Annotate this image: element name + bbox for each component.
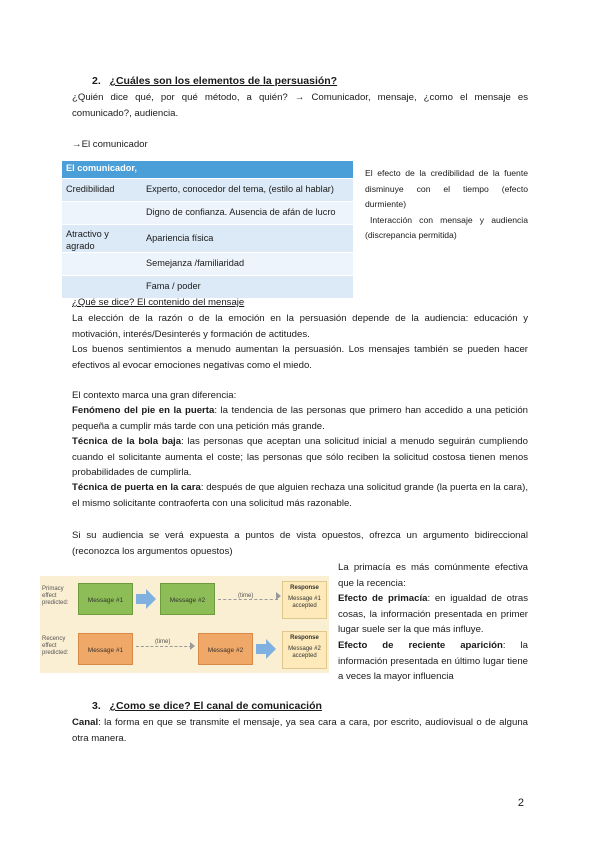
recency-effect-definition	[338, 638, 528, 685]
table-cell	[62, 253, 142, 276]
response-outcome: Message #1 accepted	[288, 596, 321, 609]
context-line: El contexto marca una gran diferencia:	[72, 390, 237, 401]
content-paragraph-1: La elección de la razón o de la emoción en la persuasión depende de la audiencia: educación y motivación, interés/Desinterés y formación de actitudes.	[72, 313, 528, 340]
response-label: Response	[290, 635, 319, 641]
page-number: 2	[517, 797, 524, 809]
time-label: (time)	[238, 593, 254, 599]
table-cell: Fama / poder	[142, 276, 353, 299]
content-heading: ¿Qué se dice? El contenido del mensaje	[72, 297, 245, 308]
message-1-box: Message #1	[78, 633, 133, 665]
response-label: Response	[290, 585, 319, 591]
section-2-heading	[92, 74, 337, 90]
communicator-label: →El comunicador	[72, 139, 148, 150]
term: Técnica de la bola baja	[72, 436, 182, 447]
content-paragraph-2: Los buenos sentimientos a menudo aumentan la persuasión. Los mensajes también se pueden hacer efectivos al evocar emociones negativas como el miedo.	[72, 344, 528, 371]
intro-paragraph: ¿Quién dice qué, por qué método, a quién? → Comunicador, mensaje, ¿como el mensaje es comunicado?, audiencia.	[72, 92, 528, 119]
definition: : la tendencia de las personas que primero han accedido a una petición pequeña a cumplir más tarde con una petición más grande.	[72, 405, 528, 432]
term: Efecto de primacía	[338, 593, 428, 604]
table-header-cell: El comunicador,	[62, 161, 142, 179]
communicator-table	[62, 161, 353, 299]
arrow-right-icon	[146, 589, 156, 609]
definition: : la forma en que se transmite el mensaje, ya sea cara a cara, por escrito, audiovisual o de alguna otra manera.	[72, 717, 528, 744]
section-3-heading	[92, 699, 322, 715]
table-header-cell-empty	[142, 161, 353, 179]
table-row	[62, 179, 353, 202]
side-note-credibility: El efecto de la credibilidad de la fuente disminuye con el tiempo (efecto durmiente)	[365, 168, 528, 209]
definition: : las personas que aceptan una solicitud inicial a menudo seguirán cumpliendo cuando el solicitante aumenta el coste; las personas que sólo reciben la solicitud costosa tienen menos probabilidades de cumplirla.	[72, 436, 528, 479]
channel-paragraph	[72, 715, 528, 746]
arrow-right-icon	[190, 642, 195, 650]
term: Efecto de reciente aparición	[338, 640, 503, 651]
response-outcome: Message #2 accepted	[288, 646, 321, 659]
term: Canal	[72, 717, 99, 728]
term: Fenómeno del pie en la puerta	[72, 405, 215, 416]
primacy-intro: La primacía es más comúnmente efectiva que la recencia:	[338, 562, 528, 589]
definition: : en igualdad de otras cosas, la información presentada en primer lugar suele ser la que más influye.	[338, 593, 528, 636]
message-2-box: Message #2	[198, 633, 253, 665]
table-cell	[62, 202, 142, 225]
arrow-shaft	[256, 644, 266, 654]
arrow-right-icon	[276, 592, 281, 600]
time-label: (time)	[155, 639, 171, 645]
technique-door-in-face	[72, 480, 528, 511]
side-note	[365, 166, 528, 244]
definition: : la información presentada en último lugar tiene a veces la mayor influencia	[338, 640, 528, 683]
side-note-interaction: Interacción con mensaje y audiencia (discrepancia permitida)	[365, 214, 528, 240]
table-row	[62, 202, 353, 225]
table-cell: Semejanza /familiaridad	[142, 253, 353, 276]
primacy-effect-definition	[338, 591, 528, 638]
section-number: 2.	[92, 75, 101, 87]
arrow-right-icon	[266, 639, 276, 659]
table-cell: Experto, conocedor del tema, (estilo al hablar)	[142, 179, 353, 202]
table-cell: Atractivo y agrado	[62, 225, 142, 253]
table-cell: Credibilidad	[62, 179, 142, 202]
response-box	[282, 631, 327, 669]
section-number: 3.	[92, 700, 101, 712]
arrow-shaft	[136, 594, 146, 604]
definition: : después de que alguien rechaza una solicitud grande (la puerta en la cara), el mismo solicitante contraoferta con una solicitud más razonable.	[72, 482, 528, 509]
primacy-label: Primacy effect predicted:	[42, 586, 69, 606]
section-title: ¿Como se dice? El canal de comunicación	[109, 700, 322, 712]
table-row	[62, 253, 353, 276]
primacy-recency-diagram	[40, 576, 329, 673]
term: Técnica de puerta en la cara	[72, 482, 201, 493]
message-1-box: Message #1	[78, 583, 133, 615]
table-cell: Digno de confianza. Ausencia de afán de lucro	[142, 202, 353, 225]
section-title: ¿Cuáles son los elementos de la persuasión?	[109, 75, 338, 87]
two-sided-argument-paragraph: Si su audiencia se verá expuesta a puntos de vista opuestos, ofrezca un argumento bidireccional (reconozca los argumentos opuestos)	[72, 530, 528, 557]
response-box	[282, 581, 327, 619]
recency-label: Recency effect predicted:	[42, 636, 69, 656]
table-row	[62, 225, 353, 253]
table-header-row	[62, 161, 353, 179]
technique-foot-in-door	[72, 403, 528, 434]
message-2-box: Message #2	[160, 583, 215, 615]
technique-low-ball	[72, 434, 528, 481]
table-cell: Apariencia física	[142, 225, 353, 253]
